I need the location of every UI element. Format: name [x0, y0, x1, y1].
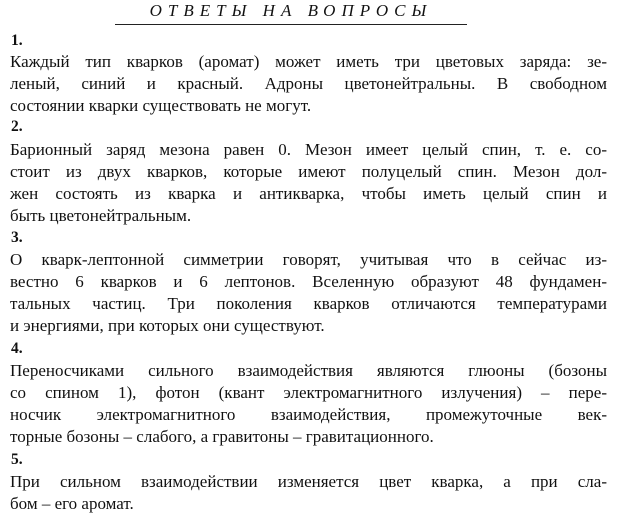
- answer-4-number: 4.: [11, 340, 23, 357]
- answer-4-line-4: торные бозоны – слабого, а гравитоны – гравитационного.: [10, 427, 434, 446]
- answer-2-number: 2.: [11, 118, 23, 135]
- answer-1-line-2: леный, синий и красный. Адроны цветонейтральны. В свободном: [10, 74, 607, 93]
- answer-4-line-3: носчик электромагнитного взаимодействия, промежуточные век-: [10, 405, 607, 424]
- answer-3-line-3: тальных частиц. Три поколения кварков отличаются температурами: [10, 294, 607, 313]
- answer-3-line-1: О кварк-лептонной симметрии говорят, учитывая что в сейчас из-: [10, 250, 607, 269]
- answer-1-line-3: состоянии кварки существовать не могут.: [10, 96, 312, 115]
- heading-rule: [115, 0, 467, 25]
- answer-5-line-1: При сильном взаимодействии изменяется цвет кварка, а при сла-: [10, 472, 607, 491]
- answer-4-line-1: Переносчиками сильного взаимодействия являются глюоны (бозоны: [10, 361, 607, 380]
- answer-2-line-1: Барионный заряд мезона равен 0. Мезон имеет целый спин, т. е. со-: [10, 140, 607, 159]
- answer-2-line-2: стоит из двух кварков, которые имеют полуцелый спин. Мезон дол-: [10, 162, 607, 181]
- answer-2-line-3: жен состоять из кварка и антикварка, чтобы иметь целый спин и: [10, 184, 607, 203]
- answer-5-line-2: бом – его аромат.: [10, 494, 134, 513]
- answer-3-line-2: вестно 6 кварков и 6 лептонов. Вселенную образуют 48 фундамен-: [10, 272, 607, 291]
- answer-4-line-2: со спином 1), фотон (квант электромагнитного излучения) – пере-: [10, 383, 607, 402]
- answer-3-line-4: и энергиями, при которых они существуют.: [10, 316, 325, 335]
- answer-1-number: 1.: [11, 32, 23, 49]
- answer-5-number: 5.: [11, 451, 23, 468]
- page-heading: ОТВЕТЫ НА ВОПРОСЫ: [149, 1, 433, 20]
- answer-1-line-1: Каждый тип кварков (аромат) может иметь три цветовых заряда: зе-: [10, 52, 607, 71]
- answer-2-line-4: быть цветонейтральным.: [10, 206, 192, 225]
- answer-3-number: 3.: [11, 229, 23, 246]
